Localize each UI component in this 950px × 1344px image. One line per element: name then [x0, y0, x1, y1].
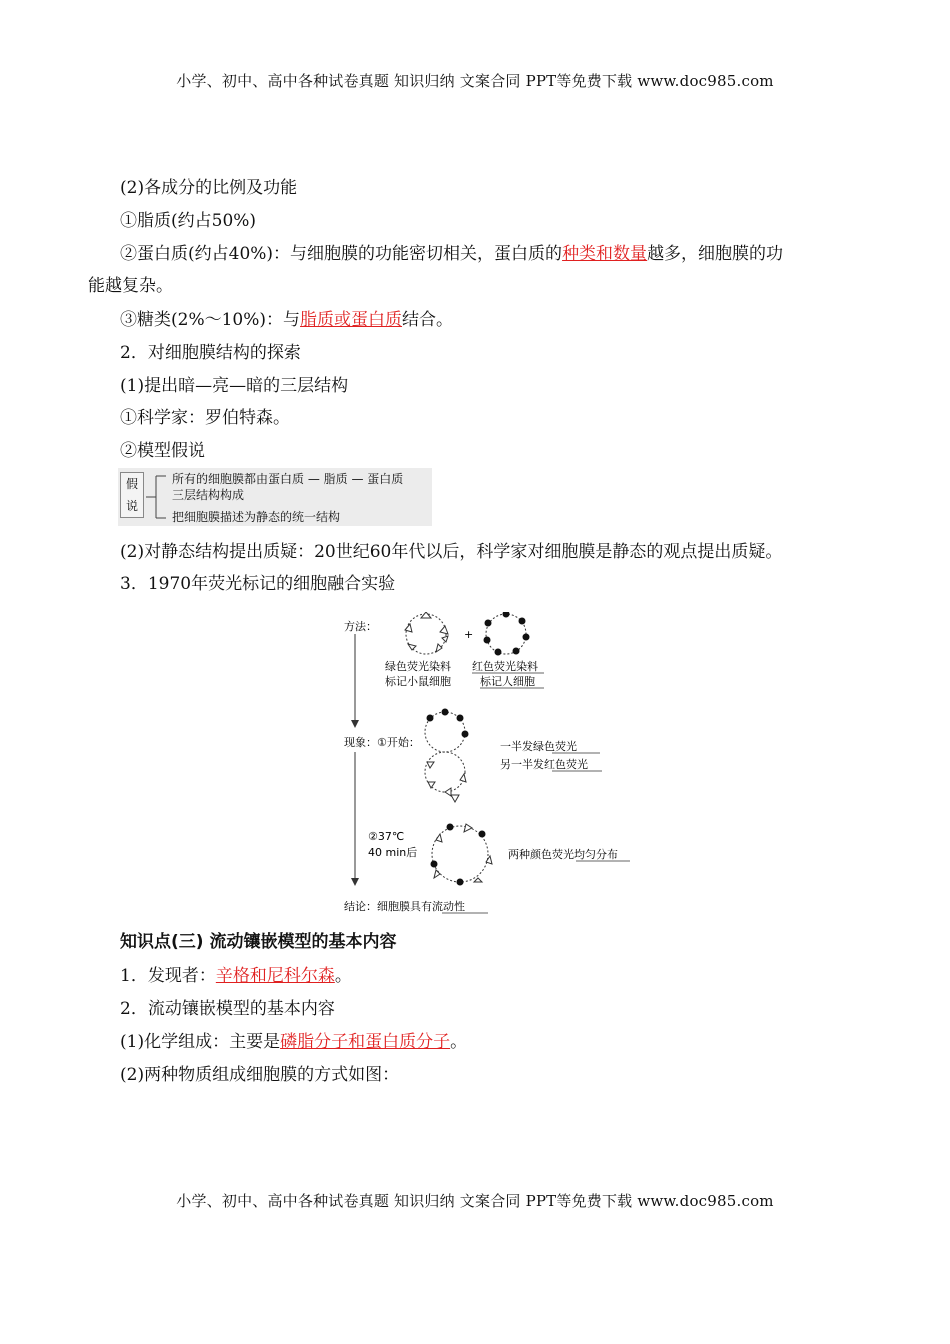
text-line: 3．1970年荧光标记的细胞融合实验 — [120, 574, 396, 594]
red-dye-label: 红色荧光染料 — [472, 660, 538, 673]
section-heading: 知识点(三) 流动镶嵌模型的基本内容 — [120, 932, 397, 952]
hypothesis-line: 三层结构构成 — [172, 488, 245, 502]
text-line: (1)提出暗—亮—暗的三层结构 — [120, 376, 349, 396]
text-line: ①科学家：罗伯特森。 — [120, 408, 290, 428]
method-label: 方法： — [344, 620, 377, 633]
hypothesis-line: 所有的细胞膜都由蛋白质 — 脂质 — 蛋白质 — [172, 472, 404, 486]
text-line: 能越复杂。 — [88, 276, 173, 296]
text-line: ②模型假说 — [120, 441, 205, 461]
text-line: (2)两种物质组成细胞膜的方式如图： — [120, 1065, 400, 1085]
phenomenon-label: 现象：①开始： — [344, 736, 420, 749]
step2-time: 40 min后 — [368, 846, 418, 859]
text-line: ①脂质(约占50%) — [120, 211, 257, 231]
even-distribution-label: 两种颜色荧光均匀分布 — [508, 848, 618, 861]
text-line: 2．对细胞膜结构的探索 — [120, 343, 301, 363]
highlight-answer: 种类和数量 — [562, 244, 648, 264]
step2-label: ②37℃ — [368, 830, 405, 843]
half-green-label: 一半发绿色荧光 — [500, 740, 577, 753]
cell-fusion-figure — [330, 612, 650, 917]
human-cell-label: 标记人细胞 — [480, 675, 535, 688]
page-header: 小学、初中、高中各种试卷真题 知识归纳 文案合同 PPT等免费下载 www.doc985.com — [176, 72, 774, 90]
hypothesis-box — [118, 468, 432, 526]
green-dye-label: 绿色荧光染料 — [385, 660, 451, 673]
text-line — [120, 308, 453, 332]
highlight-answer: 辛格和尼科尔森 — [215, 966, 335, 986]
plus-sign: + — [464, 628, 474, 641]
page-footer: 小学、初中、高中各种试卷真题 知识归纳 文案合同 PPT等免费下载 www.doc985.com — [176, 1192, 774, 1210]
half-red-label: 另一半发红色荧光 — [500, 758, 588, 771]
highlight-answer: 磷脂分子和蛋白质分子 — [280, 1032, 451, 1052]
hypothesis-tag: 假说 — [120, 472, 144, 518]
text-line — [120, 242, 783, 266]
text-span: ②蛋白质(约占40%)：与细胞膜的功能密切相关，蛋白质的 — [120, 244, 563, 264]
text-line: 2．流动镶嵌模型的基本内容 — [120, 999, 335, 1019]
hypothesis-line: 把细胞膜描述为静态的统一结构 — [172, 510, 341, 524]
conclusion-label: 结论：细胞膜具有流动性 — [344, 900, 465, 913]
text-span: ③糖类(2%～10%)：与 — [120, 310, 301, 330]
text-span: 。 — [334, 966, 352, 986]
text-span: 结合。 — [402, 310, 454, 330]
text-span: 。 — [450, 1032, 468, 1052]
text-line: (2)对静态结构提出质疑：20世纪60年代以后，科学家对细胞膜是静态的观点提出质疑。 — [120, 542, 783, 562]
highlight-answer: 脂质或蛋白质 — [300, 310, 403, 330]
text-span: (1)化学组成：主要是 — [120, 1032, 281, 1052]
text-span: 越多，细胞膜的功 — [647, 244, 784, 264]
text-line: (2)各成分的比例及功能 — [120, 178, 298, 198]
text-span: 1．发现者： — [120, 966, 216, 986]
mouse-cell-label: 标记小鼠细胞 — [385, 675, 451, 688]
text-line — [120, 1030, 467, 1054]
text-line — [120, 964, 352, 988]
